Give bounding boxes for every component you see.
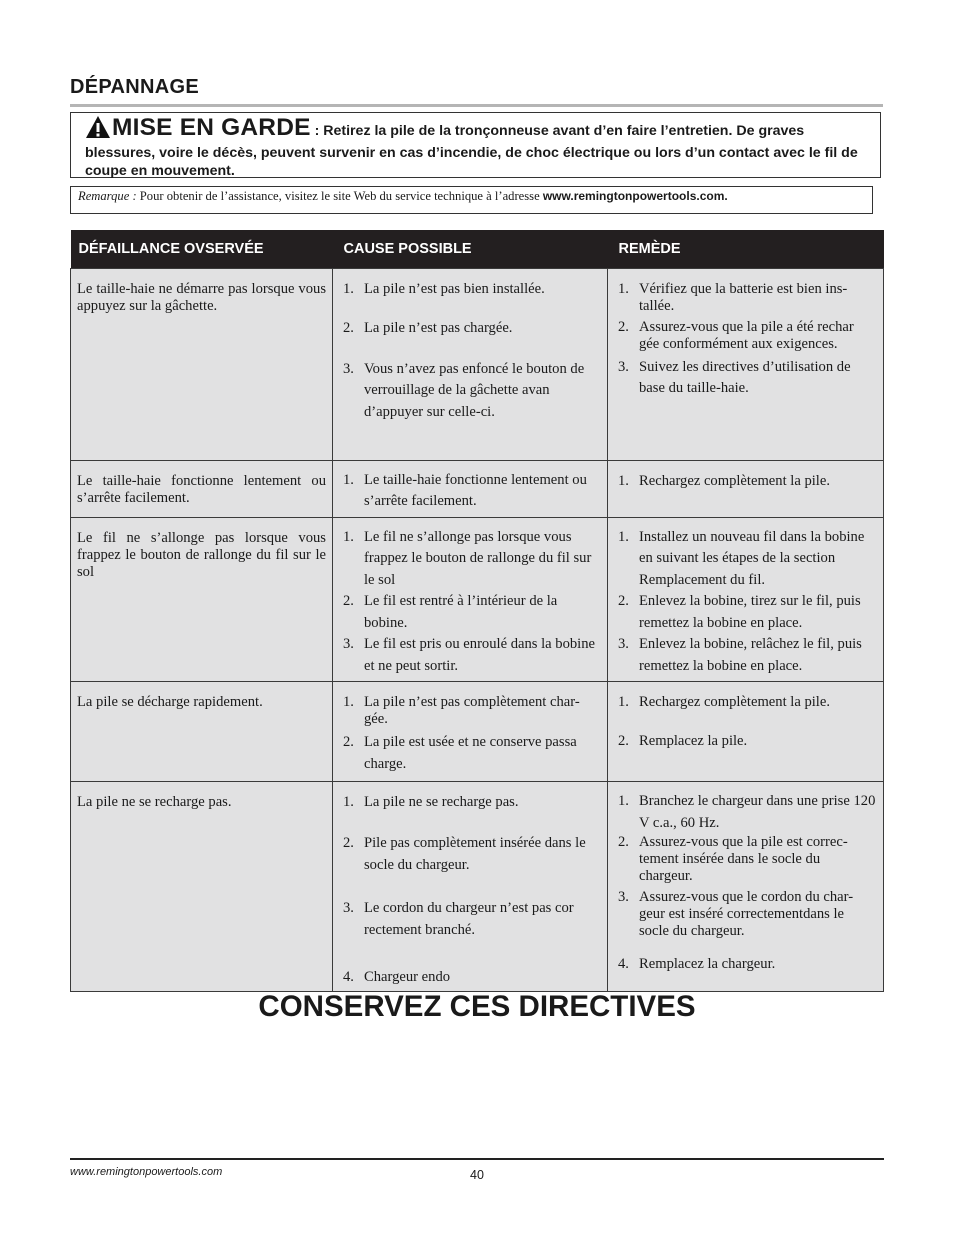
- list-item: [339, 833, 601, 876]
- cause-cell: [333, 682, 608, 782]
- warning-box: [70, 112, 881, 178]
- header-remedy: REMÈDE: [608, 230, 884, 268]
- fault-cell: [71, 460, 333, 517]
- cause-cell: [333, 782, 608, 992]
- item-text: Branchez le chargeur dans une prise 120 V c.a., 60 Hz.: [639, 793, 876, 831]
- title-divider: [70, 104, 883, 107]
- table-row: [71, 782, 884, 992]
- item-text: Assurez-vous que la pile est correc-tement insérée dans le socle du chargeur.: [639, 834, 848, 884]
- item-number: 4.: [343, 969, 354, 985]
- list-item: [614, 591, 877, 634]
- list-item: [339, 634, 601, 677]
- list-item: [614, 956, 877, 973]
- troubleshooting-table: [70, 230, 884, 992]
- list-item: [614, 281, 877, 315]
- remedy-cell: [608, 268, 884, 460]
- list-item: [339, 359, 601, 424]
- list-item: [614, 889, 877, 940]
- fault-text: La pile ne se recharge pas.: [77, 794, 232, 810]
- page-number: 40: [470, 1168, 484, 1182]
- list-item: [339, 470, 601, 513]
- fault-cell: [71, 268, 333, 460]
- item-text: Vérifiez que la batterie est bien ins-tallée.: [639, 280, 848, 314]
- item-number: 1.: [618, 793, 629, 809]
- list-item: [339, 591, 601, 634]
- table-row: [71, 517, 884, 682]
- table-row: [71, 268, 884, 460]
- item-number: 2.: [618, 593, 629, 609]
- fault-cell: [71, 682, 333, 782]
- list-item: [339, 694, 601, 728]
- item-number: 2.: [618, 834, 629, 850]
- note-box: [70, 186, 873, 214]
- item-number: 1.: [343, 471, 354, 488]
- item-text: La pile n’est pas bien installée.: [364, 280, 545, 297]
- item-number: 1.: [618, 528, 629, 545]
- note-text: Pour obtenir de l’assistance, visitez le site Web du service technique à l’adresse: [136, 189, 543, 203]
- item-text: Le taille-haie fonctionne lentement ou s’arrête facilement.: [364, 471, 587, 509]
- fault-cell: [71, 517, 333, 682]
- item-number: 2.: [343, 593, 354, 609]
- list-item: [339, 969, 601, 986]
- fault-text: Le taille-haie fonctionne lentement ou s’arrête facilement.: [77, 472, 326, 506]
- header-fault: DÉFAILLANCE OVSERVÉE: [71, 230, 333, 268]
- item-number: 3.: [343, 900, 354, 916]
- item-number: 1.: [343, 794, 354, 810]
- remedy-cell: [608, 460, 884, 517]
- item-number: 3.: [618, 358, 629, 375]
- list-item: [614, 834, 877, 885]
- item-number: 3.: [618, 889, 629, 905]
- note-label: Remarque :: [78, 189, 137, 203]
- remedy-cell: [608, 682, 884, 782]
- remedy-cell: [608, 782, 884, 992]
- list-item: [614, 733, 877, 750]
- warning-heading: MISE EN GARDE: [112, 114, 311, 141]
- item-number: 1.: [618, 694, 629, 710]
- item-text: Le cordon du chargeur n’est pas cor rectement branché.: [364, 900, 574, 938]
- item-number: 4.: [618, 956, 629, 972]
- cause-cell: [333, 268, 608, 460]
- section-title: DÉPANNAGE: [70, 76, 200, 98]
- cause-cell: [333, 460, 608, 517]
- support-url-link[interactable]: www.remingtonpowertools.com.: [542, 189, 728, 203]
- item-number: 2.: [343, 734, 354, 750]
- item-text: Le fil est rentré à l’intérieur de la bobine.: [364, 593, 558, 631]
- list-item: [614, 473, 877, 490]
- list-item: [614, 527, 877, 592]
- item-number: 1.: [618, 280, 629, 297]
- list-item: [614, 319, 877, 353]
- fault-text: La pile se décharge rapidement.: [77, 694, 263, 710]
- item-number: 1.: [343, 694, 354, 710]
- table-header-row: [71, 230, 884, 268]
- list-item: [339, 794, 601, 811]
- item-text: Pile pas complètement insérée dans le socle du chargeur.: [364, 835, 586, 873]
- item-text: La pile ne se recharge pas.: [364, 794, 519, 810]
- item-text: Enlevez la bobine, relâchez le fil, puis remettez la bobine en place.: [639, 636, 862, 674]
- fault-text: Le taille-haie ne démarre pas lorsque vous appuyez sur la gâchette.: [77, 280, 326, 314]
- item-number: 3.: [343, 360, 354, 377]
- footer-url-link[interactable]: www.remingtonpowertools.com: [70, 1166, 223, 1178]
- header-cause: CAUSE POSSIBLE: [333, 230, 608, 268]
- list-item: [339, 898, 601, 941]
- item-number: 2.: [618, 318, 629, 335]
- list-item: [614, 357, 877, 400]
- warning-text: : Retirez la pile de la tronçonneuse avant d’en faire l’entretien. De graves blessures, voire le décès, peuvent survenir en cas d’incendie, de choc électrique ou lors d’un contact avec le fil de coupe en mouvement.: [85, 123, 858, 179]
- item-text: Suivez les directives d’utilisation de base du taille-haie.: [639, 358, 851, 396]
- item-text: Vous n’avez pas enfoncé le bouton de verrouillage de la gâchette avan d’appuyer sur celle-ci.: [364, 360, 585, 420]
- item-number: 2.: [343, 319, 354, 336]
- cause-cell: [333, 517, 608, 682]
- item-text: Le fil est pris ou enroulé dans la bobine et ne peut sortir.: [364, 636, 596, 674]
- list-item: [339, 732, 601, 775]
- item-text: Installez un nouveau fil dans la bobine en suivant les étapes de la section Remplacement du fil.: [639, 528, 865, 588]
- footer-divider: [70, 1158, 884, 1160]
- closing-title: CONSERVEZ CES DIRECTIVES: [258, 990, 696, 1023]
- list-item: [614, 694, 877, 711]
- list-item: [339, 281, 601, 298]
- item-text: Rechargez complètement la pile.: [639, 694, 830, 710]
- fault-text: Le fil ne s’allonge pas lorsque vous frappez le bouton de rallonge du fil sur le sol: [77, 529, 326, 580]
- item-number: 1.: [618, 472, 629, 489]
- item-number: 1.: [343, 528, 354, 545]
- item-number: 2.: [618, 733, 629, 749]
- item-number: 2.: [343, 835, 354, 851]
- item-text: Chargeur endo: [364, 969, 451, 985]
- table-row: [71, 460, 884, 517]
- item-text: Remplacez la chargeur.: [639, 956, 776, 972]
- remedy-cell: [608, 517, 884, 682]
- item-text: La pile n’est pas complètement char-gée.: [364, 694, 580, 727]
- item-number: 1.: [343, 280, 354, 297]
- item-text: Assurez-vous que le cordon du char-geur est inséré correctementdans le socle du chargeur.: [639, 889, 854, 939]
- item-number: 3.: [343, 636, 354, 652]
- list-item: [614, 634, 877, 677]
- item-text: Assurez-vous que la pile a été rechar gée conformément aux exigences.: [639, 318, 854, 352]
- item-text: La pile n’est pas chargée.: [364, 319, 513, 336]
- item-number: 3.: [618, 636, 629, 652]
- warning-triangle-icon: [85, 115, 111, 144]
- item-text: Rechargez complètement la pile.: [639, 472, 830, 489]
- item-text: La pile est usée et ne conserve passa charge.: [364, 734, 577, 772]
- list-item: [614, 791, 877, 834]
- item-text: Le fil ne s’allonge pas lorsque vous frappez le bouton de rallonge du fil sur le sol: [364, 528, 592, 588]
- list-item: [339, 320, 601, 337]
- item-text: Enlevez la bobine, tirez sur le fil, puis remettez la bobine en place.: [639, 593, 861, 631]
- list-item: [339, 527, 601, 592]
- item-text: Remplacez la pile.: [639, 733, 748, 749]
- table-row: [71, 682, 884, 782]
- fault-cell: [71, 782, 333, 992]
